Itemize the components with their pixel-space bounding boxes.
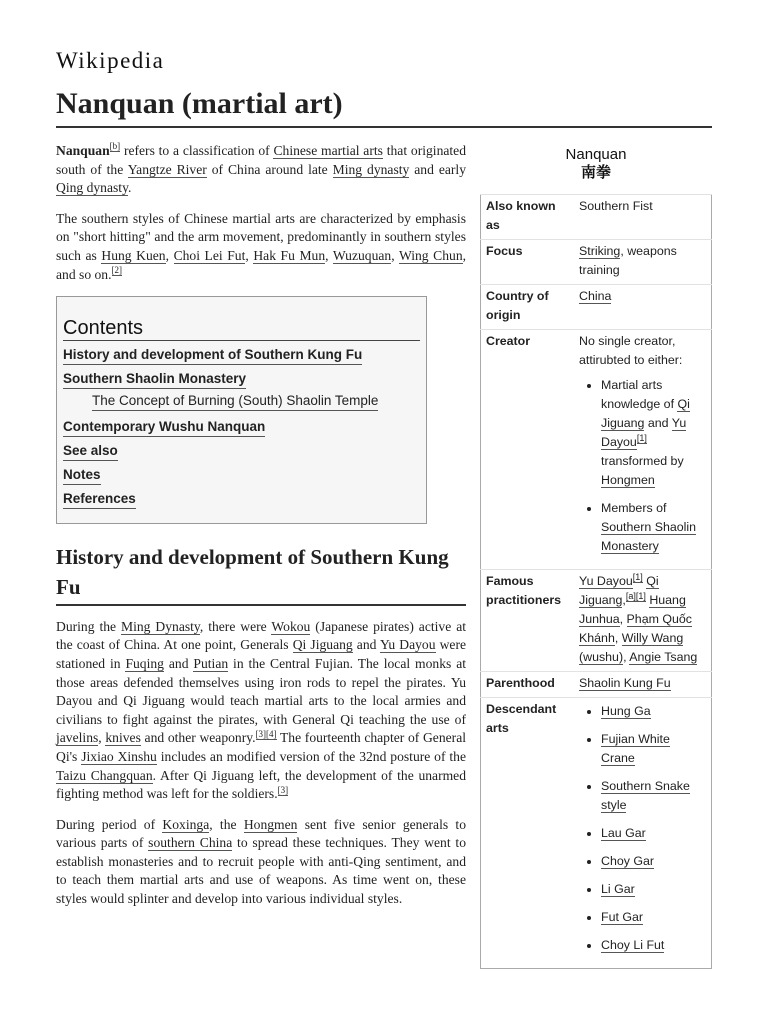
wikipedia-logo[interactable]: Wikipedia [56,48,165,73]
text: refers to a classification of [120,143,274,158]
text: to spread these techniques. They went to establish monasteries and to recruit people with anti-Qing sentiment, and to teach them martial arts and use of weapons. As time went on, these styles would splinter and develop into various individual styles. [56,835,466,907]
text: and early [409,161,466,177]
text: , weapons training [579,244,677,277]
list-item [601,702,707,721]
list-item [601,908,707,927]
link-shaolin-kung-fu[interactable]: Shaolin Kung Fu [579,676,671,690]
toc-item-notes[interactable]: Notes [63,465,101,485]
infobox-table [480,194,712,969]
link-fuqing[interactable]: Fuqing [125,655,164,671]
link-hak-fu-mun[interactable]: Hak Fu Mun [253,247,326,263]
list-item [601,777,707,815]
lead-paragraph-2 [56,210,466,284]
text: , there were [199,618,272,634]
link-angie-tsang[interactable]: Angie Tsang [629,650,698,664]
link-hongmen-ib[interactable]: Hongmen [601,473,655,487]
text: . [128,180,132,196]
link-china[interactable]: China [579,289,612,303]
text: , [165,247,174,263]
link-qi-jiguang-ib[interactable]: Qi Jiguang [601,397,690,430]
text: includes an modified version of the 32nd posture of the [156,748,466,764]
infobox-value [574,285,712,330]
infobox-title [480,146,712,182]
infobox-value [574,330,712,570]
footnote-3[interactable]: [3] [277,784,289,795]
text: were stationed in [56,637,467,671]
text: During period of [56,816,163,832]
link-koxinga[interactable]: Koxinga [162,816,210,832]
list-item [601,824,707,843]
link-southern-china[interactable]: southern China [148,835,233,851]
table-of-contents [56,296,427,524]
history-paragraph-1 [56,618,466,804]
text: sent five senior generals to various parts of [56,816,466,851]
toc-item-references[interactable]: References [63,489,136,509]
link-pham-quoc-khanh[interactable]: Phạm Quốc Khánh [579,612,692,645]
toc-item-contemporary-wushu[interactable]: Contemporary Wushu Nanquan [63,417,265,437]
link-ming-dynasty[interactable]: Ming dynasty [332,161,410,177]
lead-term: Nanquan [56,143,110,158]
text: The southern styles of Chinese martial arts are characterized by emphasis on "short hitting" and the arm movement, predominantly in southern styles such as [56,210,466,263]
infobox-label: Creator [481,330,575,570]
text: that originated south of the [56,143,467,177]
infobox-label: Famous practitioners [481,570,575,672]
link-choy-gar[interactable]: Choy Gar [601,854,655,868]
section-heading-history: History and development of Southern Kung Fu [56,542,466,606]
infobox-title-cn: 南拳 [580,164,611,181]
link-taizu-changquan[interactable]: Taizu Changquan [56,767,153,783]
text: , the [209,816,244,832]
history-paragraph-2 [56,816,466,909]
footnote-1[interactable]: [1] [636,432,647,443]
infobox-title-en: Nanquan [565,146,627,163]
infobox-row [481,672,712,698]
toc-item-burning-temple[interactable]: The Concept of Burning (South) Shaolin Temple [92,391,378,411]
list-item [601,730,707,768]
text: and other weaponry. [140,730,256,746]
link-putian[interactable]: Putian [193,655,229,671]
text: Martial arts knowledge of [601,378,678,411]
footnote-b[interactable]: [b] [109,141,121,152]
link-choi-lei-fut[interactable]: Choi Lei Fut [173,247,246,263]
list-item [601,852,707,871]
infobox-label: Focus [481,240,575,285]
text: in the Central Fujian. The local monks at those areas defended themselves using iron rods to repel the pirates. Yu Dayou and Qi Jiguang would teach martial arts to the local armies and civilians to fight against the pirates, with General Qi teaching the use of [56,655,467,727]
link-qi-jiguang[interactable]: Qi Jiguang [292,637,353,653]
text: , [391,247,399,263]
list-item [601,499,707,556]
link-striking[interactable]: Striking [579,244,621,258]
footnote-3-4[interactable]: [3][4] [255,728,277,739]
link-hung-kuen[interactable]: Hung Kuen [101,247,166,263]
link-li-gar[interactable]: Li Gar [601,882,635,896]
infobox-label: Also known as [481,195,575,240]
text: (Japanese pirates) active at the coast of China. At one point, Generals [56,618,466,653]
toc-item-southern-shaolin[interactable]: Southern Shaolin Monastery [63,369,246,389]
link-wuzuquan[interactable]: Wuzuquan [332,247,392,263]
link-knives[interactable]: knives [105,730,141,746]
infobox-value [574,672,712,698]
text: During the [56,618,122,634]
infobox-row [481,570,712,672]
infobox-value: Yu Dayou[1] Qi Jiguang,[a][1] Huang Junhua, Phạm Quốc Khánh, Willy Wang (wushu), Angie Tsang [574,570,712,672]
text: of China around late [206,161,333,177]
footnote-a1[interactable]: [a][1] [625,590,646,601]
link-yu-dayou-famous[interactable]: Yu Dayou [579,574,633,588]
infobox-row [481,195,712,240]
toc-heading: Contents [63,319,420,341]
infobox-row [481,285,712,330]
creator-text: No single creator, attirubted to either: [579,334,683,367]
link-qi-jiguang-famous[interactable]: Qi Jiguang [579,574,659,607]
descendant-list [579,702,707,955]
link-hongmen[interactable]: Hongmen [243,816,298,832]
text: and [163,655,194,671]
creator-list [579,376,707,556]
text: transformed by [601,454,684,468]
infobox-value [574,240,712,285]
infobox-row [481,698,712,969]
text: , [325,247,333,263]
text: and [352,637,381,653]
link-qing-dynasty[interactable]: Qing dynasty [56,180,128,196]
toc-item-see-also[interactable]: See also [63,441,118,461]
infobox-row [481,330,712,570]
link-chinese-martial-arts[interactable]: Chinese martial arts [273,143,383,158]
link-jixiao-xinshu[interactable]: Jixiao Xinshu [81,748,157,764]
link-fujian-white-crane[interactable]: Fujian White Crane [601,732,670,765]
text: , [245,247,254,263]
link-lau-gar[interactable]: Lau Gar [601,826,646,840]
footnote-1b[interactable]: [1] [632,571,643,582]
infobox-value [574,698,712,969]
link-wing-chun[interactable]: Wing Chun [398,247,463,263]
infobox-label: Parenthood [481,672,575,698]
text: and [644,416,672,430]
text: . After Qi Jiguang left, the development of the unarmed fighting method was left for the soldiers. [56,767,466,802]
toc-item-history[interactable]: History and development of Southern Kung Fu [63,345,362,365]
list-item [601,880,707,899]
list-item [601,376,707,490]
link-wokou[interactable]: Wokou [271,618,311,634]
infobox-label: Country of origin [481,285,575,330]
text: The fourteenth chapter of General Qi's [56,730,466,764]
list-item [601,936,707,955]
link-fut-gar[interactable]: Fut Gar [601,910,643,924]
link-ming-dynasty-2[interactable]: Ming Dynasty [121,618,200,634]
infobox-label: Descendant arts [481,698,575,969]
link-yu-dayou-ib[interactable]: Yu Dayou [601,416,687,449]
link-hung-ga[interactable]: Hung Ga [601,704,651,718]
infobox [480,146,712,969]
article-body [56,142,466,921]
link-choy-li-fut[interactable]: Choy Li Fut [601,938,665,952]
link-javelins[interactable]: javelins [56,730,99,746]
lead-paragraph-1 [56,142,466,198]
link-southern-shaolin-monastery[interactable]: Southern Shaolin Monastery [601,520,697,553]
infobox-value: Southern Fist [574,195,712,240]
text: , and so on. [56,247,467,282]
link-huang-junhua[interactable]: Huang Junhua [579,593,686,626]
link-southern-snake-style[interactable]: Southern Snake style [601,779,690,812]
footnote-2[interactable]: [2] [111,265,123,276]
page-title: Nanquan (martial art) [56,84,712,128]
text: , [98,730,106,746]
link-yangtze-river[interactable]: Yangtze River [127,161,207,177]
link-willy-wang[interactable]: Willy Wang (wushu) [579,631,684,664]
link-yu-dayou[interactable]: Yu Dayou [380,637,436,653]
text: Members of [601,501,667,515]
infobox-row [481,240,712,285]
